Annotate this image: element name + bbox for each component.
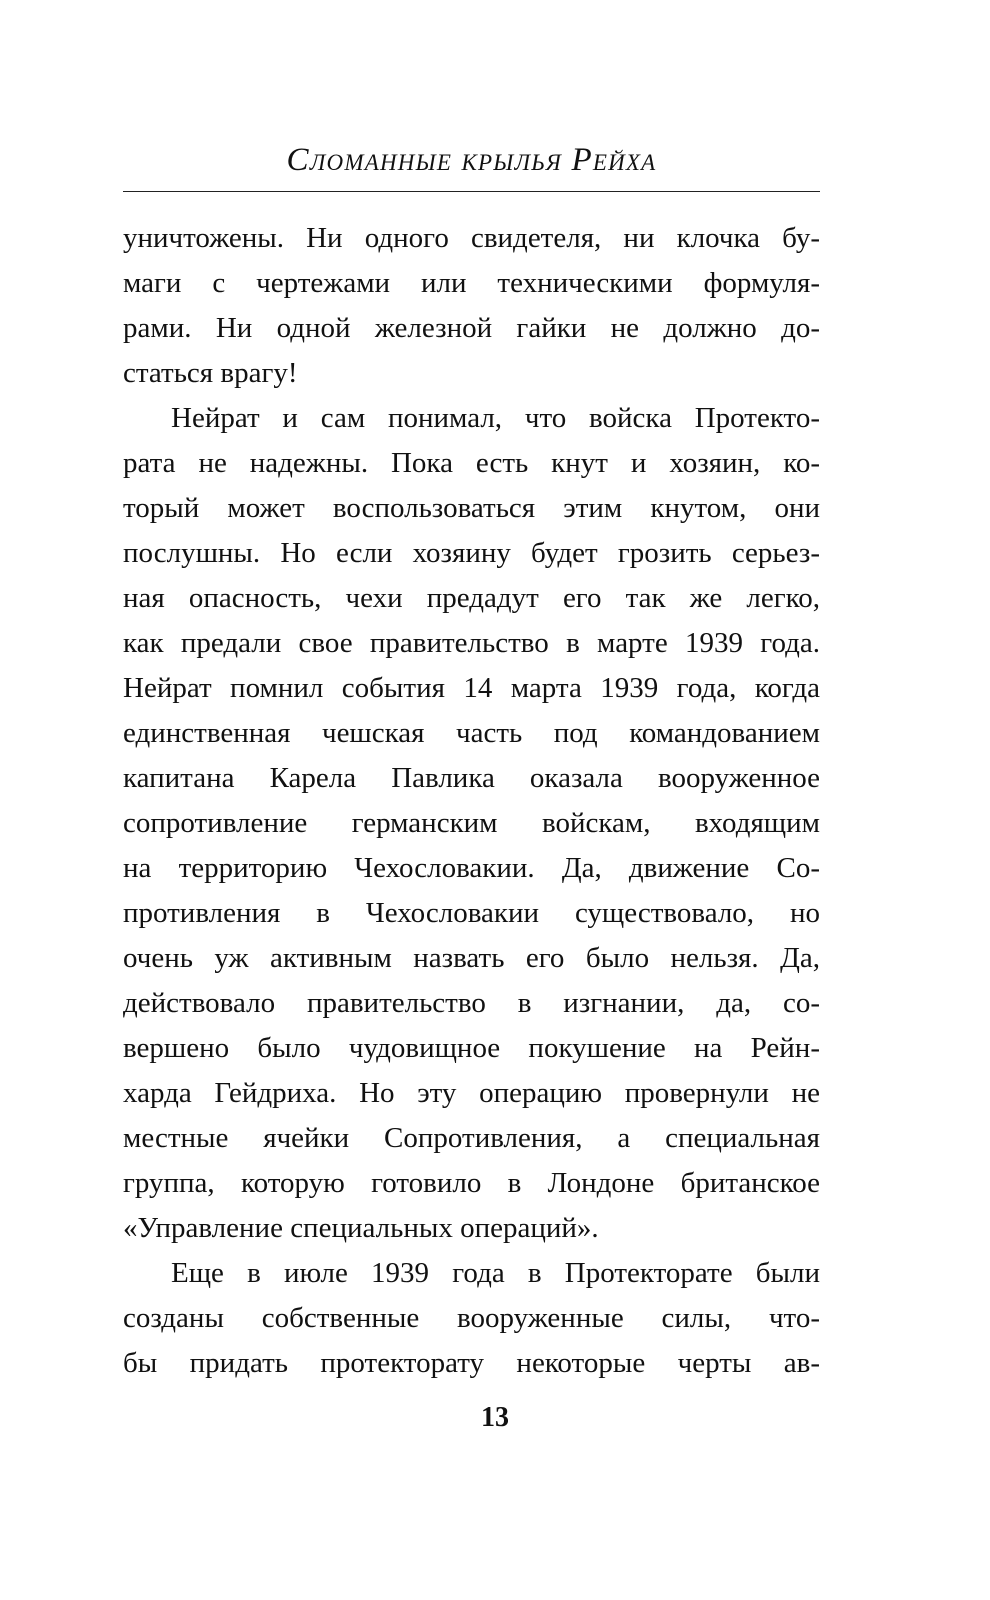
text-line: «Управление специальных операций». [123,1212,599,1244]
text-line: харда Гейдриха. Но эту операцию провернули не [123,1077,820,1109]
running-title: Сломанные крылья Рейха [286,142,657,178]
paragraph [123,216,820,396]
header-rule [123,191,820,192]
text-line: противления в Чехословакии существовало, но [123,897,820,929]
text-line: сопротивление германским войскам, входящим [123,807,820,839]
text-line: местные ячейки Сопротивления, а специальная [123,1122,820,1154]
text-line: ная опасность, чехи предадут его так же легко, [123,582,820,614]
text-line: бы придать протекторату некоторые черты ав- [123,1347,820,1379]
text-line: созданы собственные вооруженные силы, что- [123,1302,820,1334]
text-line: уничтожены. Ни одного свидетеля, ни клочка бу- [123,222,820,254]
text-line: Еще в июле 1939 года в Протекторате были [171,1257,820,1289]
text-line: Нейрат помнил события 14 марта 1939 года, когда [123,672,820,704]
text-line: капитана Карела Павлика оказала вооруженное [123,762,820,794]
text-line: рами. Ни одной железной гайки не должно до- [123,312,820,344]
text-line: вершено было чудовищное покушение на Рейн- [123,1032,820,1064]
text-line: действовало правительство в изгнании, да, со- [123,987,820,1019]
text-line: очень уж активным назвать его было нельзя. Да, [123,942,820,974]
text-line: единственная чешская часть под командованием [123,717,820,749]
page-number: 13 [481,1402,509,1433]
text-line: маги с чертежами или техническими формуля- [123,267,820,299]
paragraph [123,1251,820,1386]
text-line: торый может воспользоваться этим кнутом, они [123,492,820,524]
text-line: послушны. Но если хозяину будет грозить серьез- [123,537,820,569]
text-line: рата не надежны. Пока есть кнут и хозяин, ко- [123,447,820,479]
text-line: как предали свое правительство в марте 1939 года. [123,627,820,659]
text-line: группа, которую готовило в Лондоне британское [123,1167,820,1199]
text-line: статься врагу! [123,357,298,389]
text-line: на территорию Чехословакии. Да, движение Со- [123,852,820,884]
body-text [123,216,820,1386]
paragraph [123,396,820,1251]
text-line: Нейрат и сам понимал, что войска Протекто- [171,402,820,434]
